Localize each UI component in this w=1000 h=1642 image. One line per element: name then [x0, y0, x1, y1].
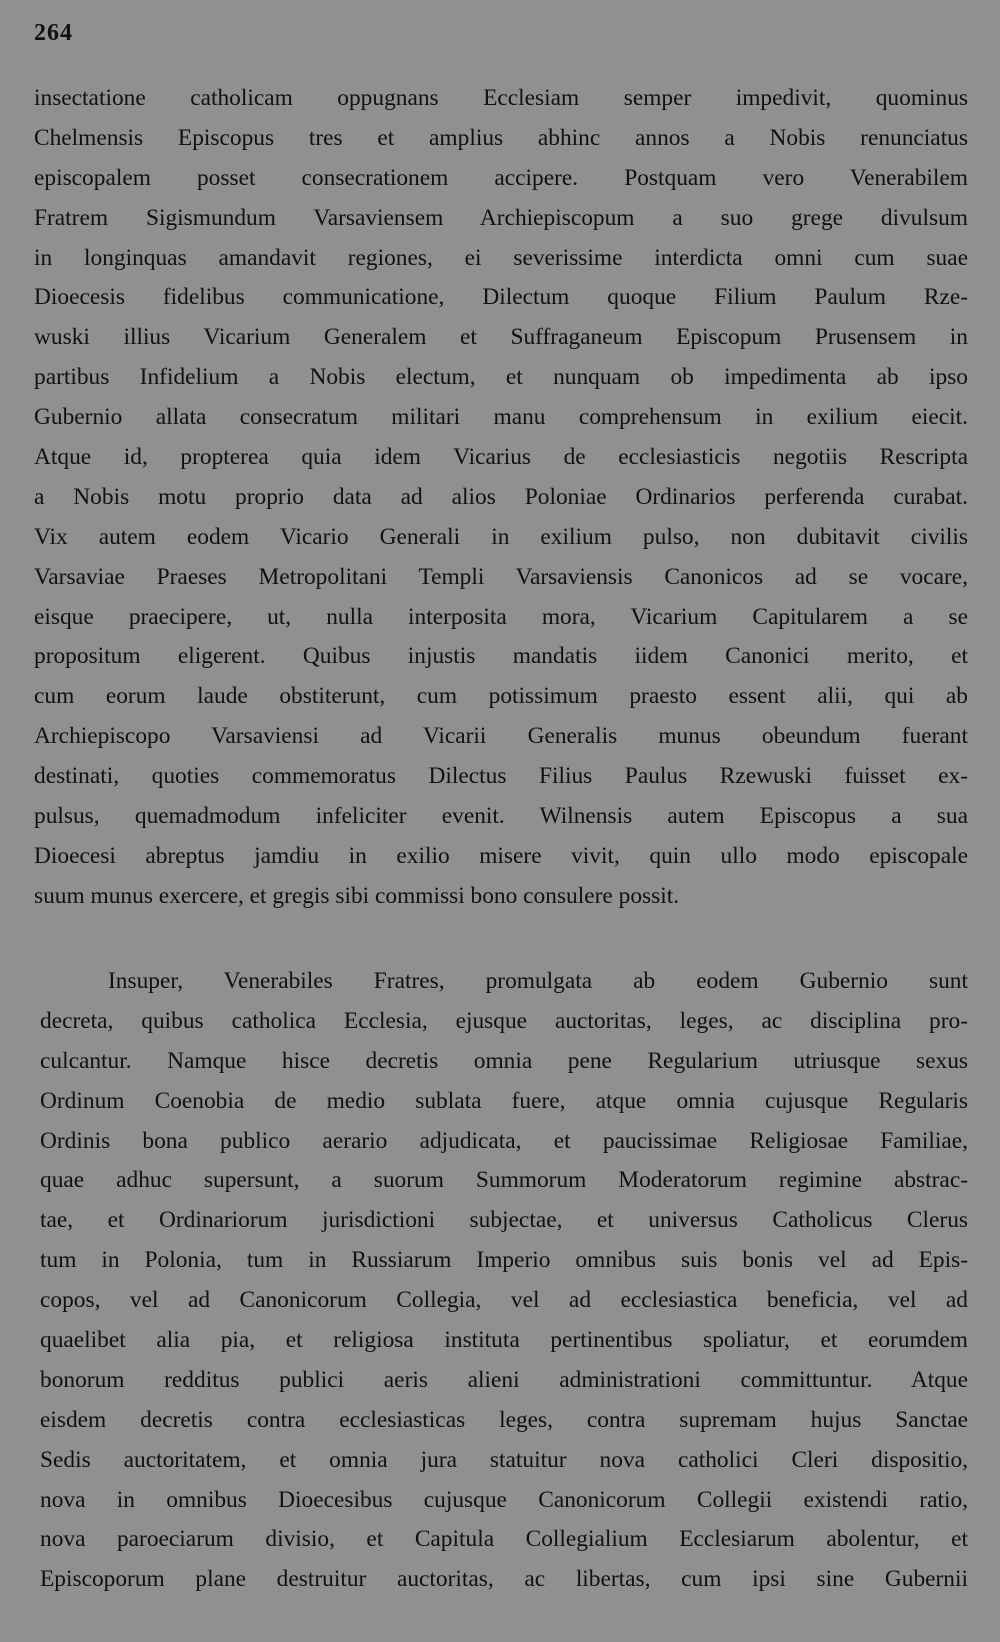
text-line: bonorum redditus publici aeris alieni administrationi committuntur. Atque: [40, 1366, 968, 1393]
paragraph-1: [34, 79, 968, 917]
text-line: Episcoporum plane destruitur auctoritas, ac libertas, cum ipsi sine Gubernii: [40, 1566, 968, 1593]
text-line: culcantur. Namque hisce decretis omnia pene Regularium utriusque sexus: [40, 1047, 968, 1074]
text-line: partibus Infidelium a Nobis electum, et nunquam ob impedimenta ab ipso: [34, 364, 968, 391]
text-line: insectatione catholicam oppugnans Ecclesiam semper impedivit, quominus: [34, 85, 968, 111]
paragraph-2: [40, 962, 968, 1600]
text-line: Archiepiscopo Varsaviensi ad Vicarii Generalis munus obeundum fuerant: [34, 723, 968, 750]
text-line: quaelibet alia pia, et religiosa instituta pertinentibus spoliatur, et eorumdem: [40, 1327, 968, 1354]
text-line: Chelmensis Episcopus tres et amplius abhinc annos a Nobis renunciatus: [34, 124, 968, 151]
text-line: in longinquas amandavit regiones, ei severissime interdicta omni cum suae: [34, 244, 968, 271]
text-line: wuski illius Vicarium Generalem et Suffraganeum Episcopum Prusensem in: [34, 324, 968, 351]
text-line: Atque id, propterea quia idem Vicarius de ecclesiasticis negotiis Rescripta: [34, 444, 968, 471]
text-line: Ordinis bona publico aerario adjudicata, et paucissimae Religiosae Familiae,: [40, 1127, 968, 1154]
text-line: copos, vel ad Canonicorum Collegia, vel ad ecclesiastica beneficia, vel ad: [40, 1287, 968, 1314]
text-line: quae adhuc supersunt, a suorum Summorum Moderatorum regimine abstrac-: [40, 1167, 968, 1194]
text-line: episcopalem posset consecrationem accipere. Postquam vero Venerabilem: [34, 164, 968, 191]
text-line: a Nobis motu proprio data ad alios Poloniae Ordinarios perferenda curabat.: [34, 483, 968, 510]
text-line: Sedis auctoritatem, et omnia jura statuitur nova catholici Cleri dispositio,: [40, 1446, 968, 1473]
text-line: Dioecesi abreptus jamdiu in exilio misere vivit, quin ullo modo episcopale: [34, 842, 968, 869]
text-line: Gubernio allata consecratum militari manu comprehensum in exilium eiecit.: [34, 404, 968, 431]
text-line: decreta, quibus catholica Ecclesia, ejusque auctoritas, leges, ac disciplina pro-: [40, 1007, 968, 1034]
text-line: Insuper, Venerabiles Fratres, promulgata ab eodem Gubernio sunt: [108, 968, 968, 994]
text-line: nova in omnibus Dioecesibus cujusque Canonicorum Collegii existendi ratio,: [40, 1486, 968, 1513]
text-line: tae, et Ordinariorum jurisdictioni subjectae, et universus Catholicus Clerus: [40, 1207, 968, 1234]
text-line: propositum eligerent. Quibus injustis mandatis iidem Canonici merito, et: [34, 643, 968, 670]
page-number: 264: [34, 20, 73, 46]
text-line: Fratrem Sigismundum Varsaviensem Archiepiscopum a suo grege divulsum: [34, 204, 968, 231]
text-line: eisque praecipere, ut, nulla interposita mora, Vicarium Capitularem a se: [34, 603, 968, 630]
text-line: nova paroeciarum divisio, et Capitula Collegialium Ecclesiarum abolentur, et: [40, 1526, 968, 1553]
text-line: pulsus, quemadmodum infeliciter evenit. Wilnensis autem Episcopus a sua: [34, 803, 968, 830]
text-line: cum eorum laude obstiterunt, cum potissimum praesto essent alii, qui ab: [34, 683, 968, 710]
text-line: Varsaviae Praeses Metropolitani Templi Varsaviensis Canonicos ad se vocare,: [34, 563, 968, 590]
text-line: suum munus exercere, et gregis sibi commissi bono consulere possit.: [34, 882, 680, 909]
text-line: eisdem decretis contra ecclesiasticas leges, contra supremam hujus Sanctae: [40, 1406, 968, 1433]
text-line: tum in Polonia, tum in Russiarum Imperio omnibus suis bonis vel ad Epis-: [40, 1247, 968, 1274]
text-line: destinati, quoties commemoratus Dilectus Filius Paulus Rzewuski fuisset ex-: [34, 763, 968, 790]
text-line: Ordinum Coenobia de medio sublata fuere, atque omnia cujusque Regularis: [40, 1087, 968, 1114]
text-line: Vix autem eodem Vicario Generali in exilium pulso, non dubitavit civilis: [34, 523, 968, 550]
text-line: Dioecesis fidelibus communicatione, Dilectum quoque Filium Paulum Rze-: [34, 284, 968, 311]
